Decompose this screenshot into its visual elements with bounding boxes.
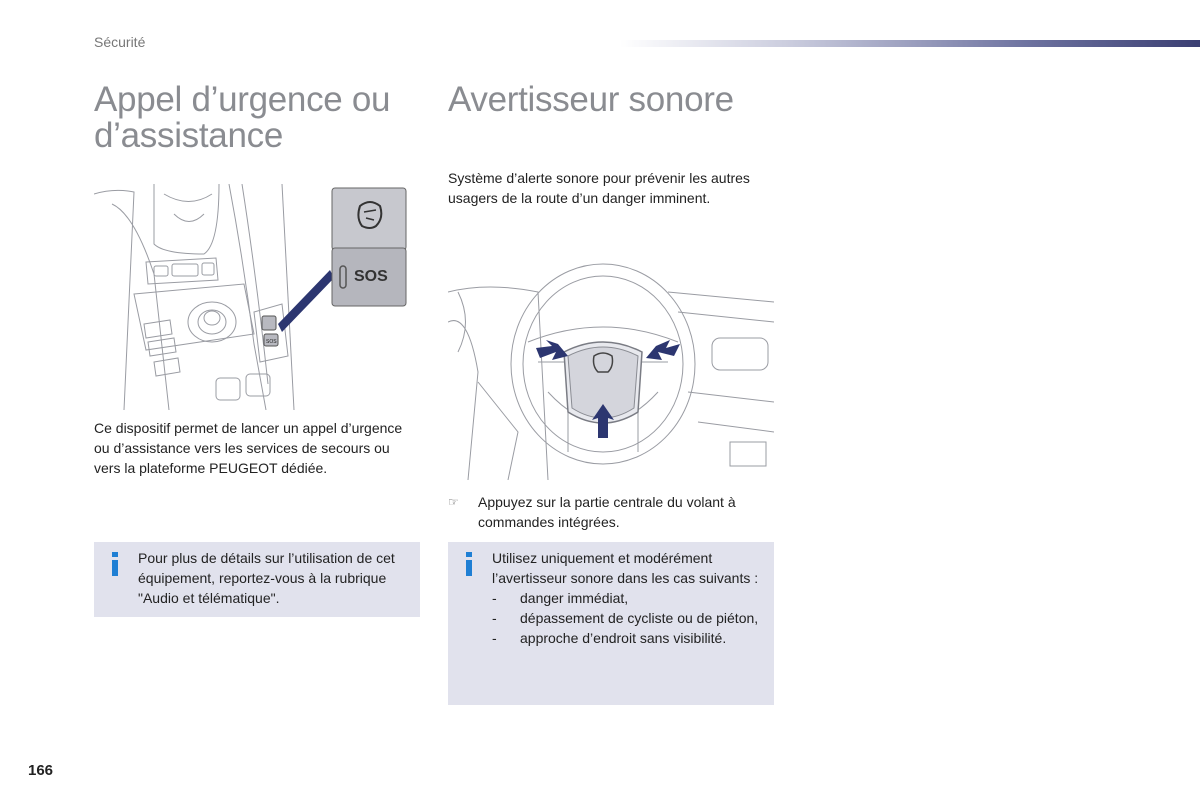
bullet-note-text: Appuyez sur la partie centrale du volant à commandes intégrées. — [478, 494, 736, 530]
left-info-box — [94, 542, 420, 617]
bullet-note — [448, 492, 774, 532]
steering-wheel-illustration — [448, 252, 774, 480]
sos-button-illustration — [94, 184, 420, 410]
header-gradient-bar — [620, 40, 1200, 47]
right-info-list — [492, 588, 760, 648]
left-title: Appel d’urgence ou d’assistance — [94, 80, 391, 155]
info-list-item: - dépassement de cycliste ou de piéton, — [492, 608, 760, 628]
sos-button-label: SOS — [354, 268, 388, 285]
right-info-box — [448, 542, 774, 705]
info-list-item: - approche d’endroit sans visibilité. — [492, 628, 760, 648]
left-intro-text: Ce dispositif permet de lancer un appel d’urgence ou d’assistance vers les services de secours ou vers la plateforme PEUGEOT dédiée. — [94, 420, 403, 476]
right-info-content — [492, 548, 760, 648]
right-title: Avertisseur sonore — [448, 80, 734, 119]
pointing-hand-icon: ☞ — [448, 495, 459, 509]
right-intro-text: Système d’alerte sonore pour prévenir les autres usagers de la route d’un danger imminent. — [448, 170, 750, 206]
info-list-item: - danger immédiat, — [492, 588, 760, 608]
left-info-text: Pour plus de détails sur l’utilisation de cet équipement, reportez-vous à la rubrique "Audio et télématique". — [138, 550, 395, 606]
right-info-intro: Utilisez uniquement et modérément l’avertisseur sonore dans les cas suivants : — [492, 550, 759, 586]
svg-text:SOS: SOS — [266, 339, 277, 345]
section-label: Sécurité — [94, 34, 146, 50]
info-i-icon — [462, 552, 476, 576]
info-i-icon — [108, 552, 122, 576]
page-number: 166 — [28, 762, 54, 779]
